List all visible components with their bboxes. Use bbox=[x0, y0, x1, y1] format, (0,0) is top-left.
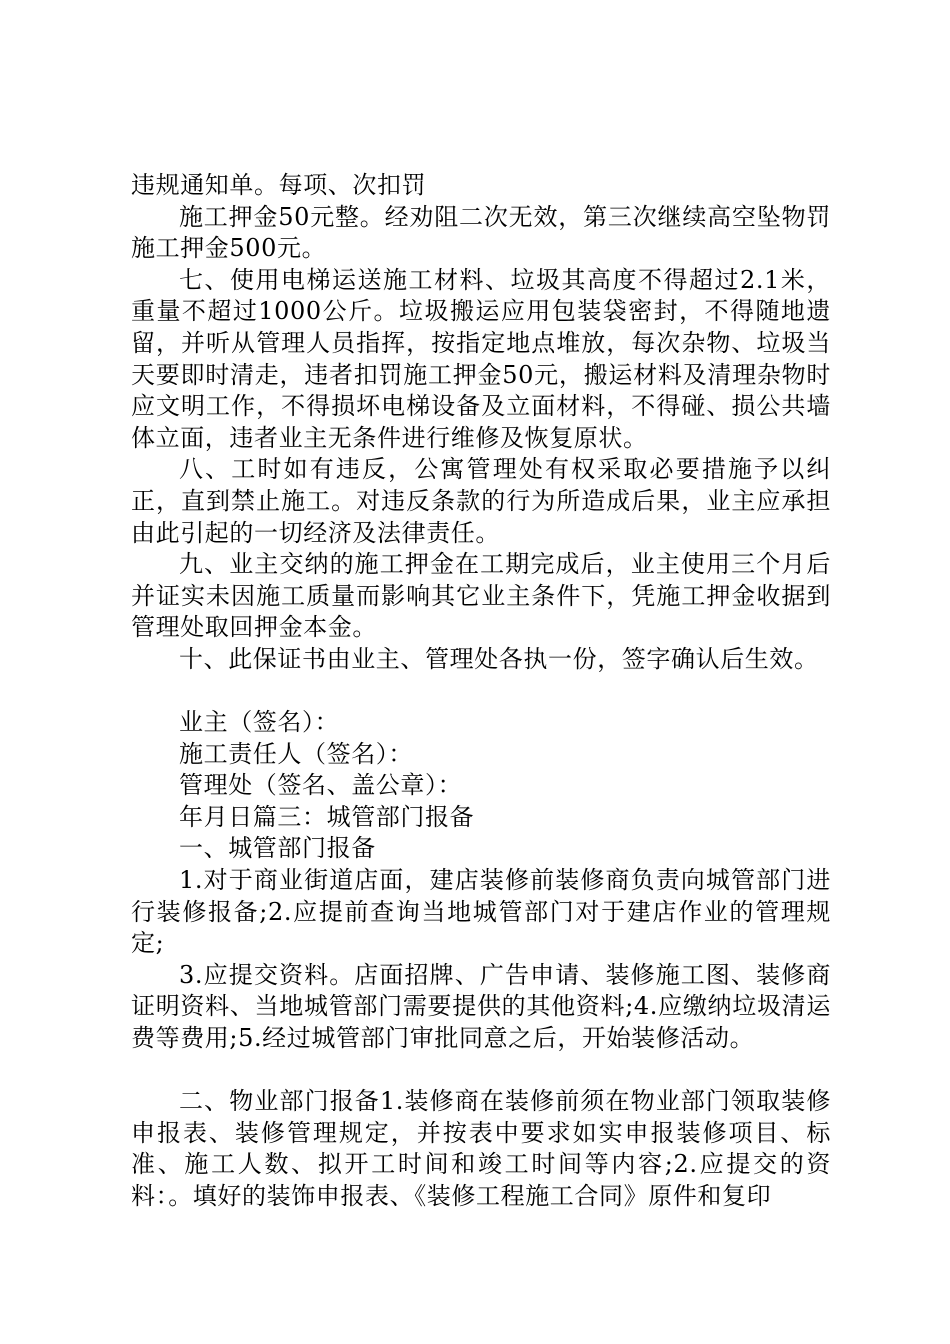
signature-construction-lead: 施工责任人（签名）： bbox=[179, 739, 413, 768]
paragraph-item-seven: 七、使用电梯运送施工材料、垃圾其高度不得超过2.1米，重量不超过1000公斤。垃圾搬运应用包装袋密封，不得随地遗留，并听从管理人员指挥，按指定地点堆放，每次杂物、垃圾当天要即时清走，违者扣罚施工押金50元，搬运材料及清理杂物时应文明工作，不得损坏电梯设备及立面材料，不得碰、损公共墙体立面，违者业主无条件进行维修及恢复原状。 bbox=[131, 265, 831, 452]
blank-line bbox=[131, 1055, 831, 1087]
paragraph-violation-notice: 违规通知单。每项、次扣罚 bbox=[131, 171, 427, 199]
signature-owner: 业主（签名）： bbox=[179, 708, 340, 737]
date-and-section-title: 年月日篇三：城管部门报备 bbox=[179, 802, 475, 831]
paragraph-property-filing: 二、物业部门报备1.装修商在装修前须在物业部门领取装修申报表、装修管理规定，并按表中要求如实申报装修项目、标准、施工人数、拟开工时间和竣工时间等内容;2.应提交的资料：。填好的装饰申报表、《装修工程施工合同》原件和复印 bbox=[131, 1087, 831, 1210]
paragraph-item-eight: 八、工时如有违反，公寓管理处有权采取必要措施予以纠正，直到禁止施工。对违反条款的行为所造成后果，业主应承担由此引起的一切经济及法律责任。 bbox=[131, 455, 831, 547]
document-page bbox=[131, 170, 831, 1213]
signature-management-office: 管理处（签名、盖公章）： bbox=[179, 771, 463, 800]
paragraph-city-filing-1: 1.对于商业街道店面，建店装修前装修商负责向城管部门进行装修报备;2.应提前查询当地城管部门对于建店作业的管理规定; bbox=[131, 866, 831, 958]
paragraph-deposit-penalty: 施工押金50元整。经劝阻二次无效，第三次继续高空坠物罚施工押金500元。 bbox=[131, 202, 831, 263]
section-heading-city-management: 一、城管部门报备 bbox=[179, 834, 376, 863]
paragraph-item-nine: 九、业主交纳的施工押金在工期完成后，业主使用三个月后并证实未因施工质量而影响其它业主条件下，凭施工押金收据到管理处取回押金本金。 bbox=[131, 550, 831, 642]
blank-line bbox=[131, 676, 831, 708]
paragraph-item-ten: 十、此保证书由业主、管理处各执一份，签字确认后生效。 bbox=[179, 644, 819, 673]
paragraph-city-filing-2: 3.应提交资料。店面招牌、广告申请、装修施工图、装修商证明资料、当地城管部门需要提供的其他资料;4.应缴纳垃圾清运费等费用;5.经过城管部门审批同意之后，开始装修活动。 bbox=[131, 960, 831, 1053]
